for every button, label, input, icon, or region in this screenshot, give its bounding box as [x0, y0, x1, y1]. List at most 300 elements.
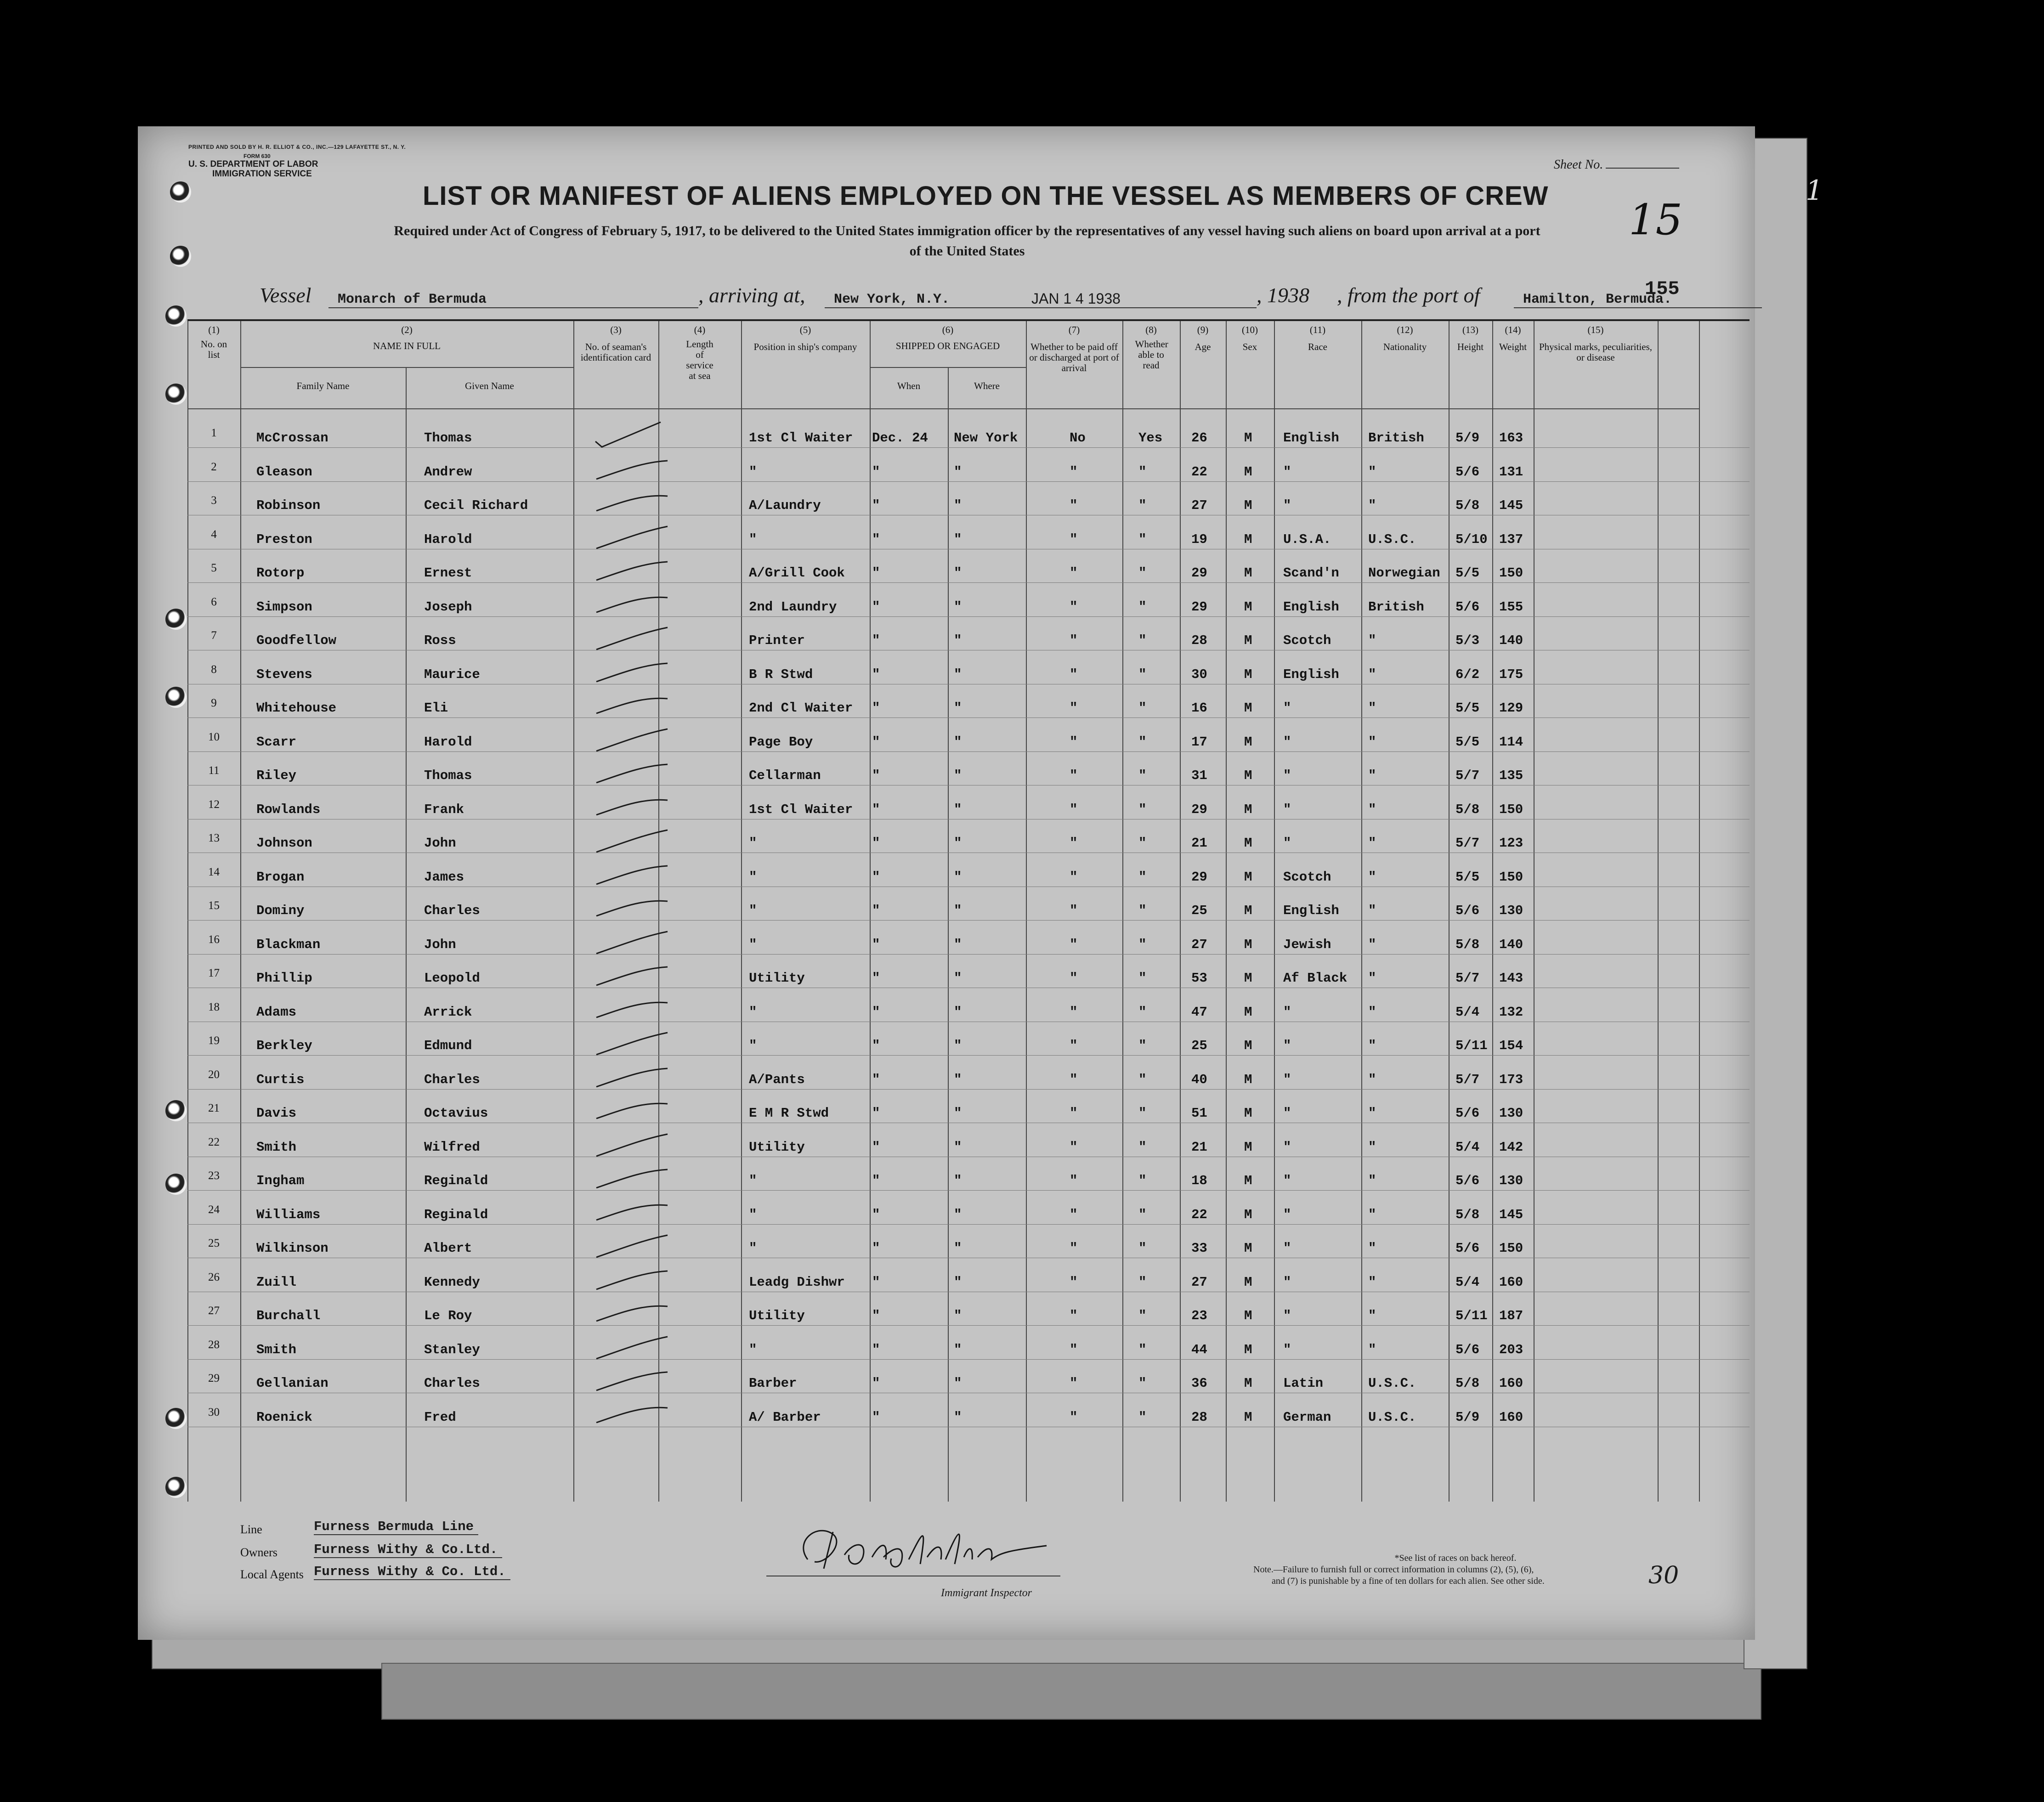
cell-height: 5/6 [1455, 903, 1480, 918]
cell-race: Scand'n [1283, 565, 1339, 581]
arrival-rule [825, 307, 1257, 308]
cell-position: " [749, 1038, 757, 1053]
crew-manifest-table [187, 319, 1750, 1502]
cell-given: Octavius [424, 1106, 488, 1121]
cell-nationality: " [1368, 1308, 1376, 1323]
cell-position: 1st Cl Waiter [749, 430, 853, 446]
cell-position: " [749, 1342, 757, 1357]
subheader-rule [870, 367, 1026, 368]
table-row [187, 1191, 1750, 1225]
cell-read: " [1138, 1139, 1147, 1155]
table-row [187, 988, 1750, 1022]
cell-sex: M [1244, 802, 1252, 817]
cell-height: 5/8 [1455, 937, 1480, 952]
subheader-rule [240, 367, 573, 368]
cell-race: " [1283, 1106, 1291, 1121]
cell-no: 24 [208, 1203, 220, 1216]
cell-sex: M [1244, 1274, 1252, 1290]
cell-family: Johnson [256, 836, 312, 851]
cell-family: Zuill [256, 1274, 297, 1290]
cell-nationality: " [1368, 836, 1376, 851]
cell-weight: 137 [1499, 531, 1523, 547]
table-row [187, 1056, 1750, 1090]
cell-family: Williams [256, 1207, 321, 1222]
cell-no: 12 [208, 798, 220, 811]
cell-read: " [1138, 700, 1147, 716]
cell-when: " [872, 1409, 880, 1425]
cell-no: 10 [208, 730, 220, 743]
table-row [187, 1157, 1750, 1191]
cell-no: 19 [208, 1034, 220, 1047]
cell-read: " [1138, 599, 1147, 615]
cell-read: " [1138, 1038, 1147, 1053]
cell-when: " [872, 1004, 880, 1020]
cell-nationality: " [1368, 1241, 1376, 1256]
department-name: U. S. DEPARTMENT OF LABOR [188, 159, 318, 169]
cell-given: James [424, 869, 464, 885]
handwritten-mark: 15 [1629, 195, 1683, 244]
cell-age: 27 [1191, 1274, 1207, 1290]
cell-race: U.S.A. [1283, 531, 1331, 547]
cell-weight: 132 [1499, 1004, 1523, 1020]
cell-nationality: " [1368, 633, 1376, 648]
cell-family: Davis [256, 1106, 297, 1121]
form-number: FORM 630 [243, 153, 271, 159]
cell-family: Simpson [256, 599, 312, 615]
table-row [187, 583, 1750, 617]
column-label: NAME IN FULL [373, 340, 441, 351]
cell-nationality: " [1368, 667, 1376, 682]
cell-when: " [872, 565, 880, 581]
cell-when: " [872, 1376, 880, 1391]
table-row [187, 515, 1750, 549]
cell-weight: 163 [1499, 430, 1523, 446]
cell-where: " [954, 498, 962, 513]
cell-race: " [1283, 1173, 1291, 1188]
table-row [187, 481, 1750, 515]
vessel-line [260, 282, 1762, 310]
cell-where: " [954, 971, 962, 986]
cell-when: " [872, 937, 880, 952]
cell-given: Albert [424, 1241, 472, 1256]
cell-height: 5/6 [1455, 1342, 1480, 1357]
cell-no: 5 [211, 562, 217, 574]
cell-weight: 130 [1499, 903, 1523, 918]
cell-family: Burchall [256, 1308, 321, 1323]
cell-when: " [872, 1139, 880, 1155]
cell-given: Ernest [424, 565, 472, 581]
cell-family: Rowlands [256, 802, 321, 817]
cell-sex: M [1244, 1004, 1252, 1020]
column-label: Whether to be paid off or discharged at port of arrival [1029, 341, 1119, 373]
cell-weight: 131 [1499, 464, 1523, 480]
cell-where: " [954, 1241, 962, 1256]
cell-given: Edmund [424, 1038, 472, 1053]
punch-hole [165, 687, 187, 708]
column-number: (1) [208, 324, 220, 335]
cell-where: " [954, 869, 962, 885]
footnote [1235, 1553, 1676, 1587]
cell-nationality: " [1368, 971, 1376, 986]
cell-race: " [1283, 1004, 1291, 1020]
cell-family: Rotorp [256, 565, 305, 581]
cell-paid: " [1070, 667, 1078, 682]
cell-no: 2 [211, 460, 217, 473]
penalty-note-1: Note.—Failure to furnish full or correct information in columns (2), (5), (6), [1253, 1565, 1534, 1575]
cell-weight: 114 [1499, 734, 1523, 750]
cell-age: 51 [1191, 1106, 1207, 1121]
cell-given: Arrick [424, 1004, 472, 1020]
cell-nationality: " [1368, 903, 1376, 918]
footer [187, 1509, 1750, 1628]
cell-given: John [424, 836, 456, 851]
cell-position: " [749, 869, 757, 885]
cell-no: 1 [211, 427, 217, 439]
column-header [1361, 325, 1449, 352]
cell-given: Kennedy [424, 1274, 480, 1290]
line-label: Line [240, 1523, 262, 1536]
cell-read: " [1138, 1376, 1147, 1391]
punch-hole [165, 1477, 187, 1498]
cell-weight: 140 [1499, 937, 1523, 952]
cell-read: " [1138, 464, 1147, 480]
cell-height: 5/5 [1455, 565, 1480, 581]
cell-race: " [1283, 802, 1291, 817]
cell-race: " [1283, 1038, 1291, 1053]
cell-height: 5/11 [1455, 1308, 1488, 1323]
vessel-rule [328, 307, 698, 308]
cell-sex: M [1244, 599, 1252, 615]
table-row [187, 1393, 1750, 1427]
cell-position: A/Laundry [749, 498, 821, 513]
cell-read: " [1138, 734, 1147, 750]
cell-race: English [1283, 667, 1339, 682]
cell-paid: " [1070, 599, 1078, 615]
cell-sex: M [1244, 531, 1252, 547]
cell-when: " [872, 768, 880, 783]
cell-age: 44 [1191, 1342, 1207, 1357]
cell-race: Latin [1283, 1376, 1324, 1391]
cell-read: " [1138, 869, 1147, 885]
cell-position: A/Pants [749, 1072, 805, 1087]
cell-when: " [872, 700, 880, 716]
cell-paid: " [1070, 1106, 1078, 1121]
table-row [187, 1123, 1750, 1157]
cell-read: " [1138, 633, 1147, 648]
cell-no: 9 [211, 697, 217, 709]
cell-no: 26 [208, 1271, 220, 1283]
cell-race: English [1283, 903, 1339, 918]
column-header [1180, 325, 1226, 352]
cell-when: " [872, 1038, 880, 1053]
cell-family: Stevens [256, 667, 312, 682]
cell-nationality: " [1368, 1106, 1376, 1121]
cell-nationality: " [1368, 700, 1376, 716]
cell-family: Roenick [256, 1409, 312, 1425]
handwritten-count: 30 [1648, 1562, 1679, 1589]
cell-position: A/Grill Cook [749, 565, 845, 581]
cell-paid: " [1070, 1241, 1078, 1256]
cell-position: A/ Barber [749, 1409, 821, 1425]
cell-read: " [1138, 498, 1147, 513]
cell-no: 16 [208, 933, 220, 946]
page-title: LIST OR MANIFEST OF ALIENS EMPLOYED ON THE VESSEL AS MEMBERS OF CREW [423, 181, 1549, 211]
cell-height: 5/10 [1455, 531, 1488, 547]
column-label: Physical marks, peculiarities, or disease [1539, 341, 1653, 363]
column-number: (3) [610, 324, 622, 335]
arrival-port: New York, N.Y. [834, 292, 950, 307]
year-text: , 1938 [1257, 283, 1309, 307]
cell-given: Charles [424, 1376, 480, 1391]
cell-weight: 145 [1499, 498, 1523, 513]
cell-height: 5/7 [1455, 768, 1480, 783]
column-number: (11) [1309, 324, 1326, 335]
cell-race: " [1283, 464, 1291, 480]
cell-given: Charles [424, 903, 480, 918]
column-number: (7) [1068, 324, 1080, 335]
cell-given: Andrew [424, 464, 472, 480]
cell-read: " [1138, 1207, 1147, 1222]
cell-given: Charles [424, 1072, 480, 1087]
cell-nationality: U.S.C. [1368, 1409, 1416, 1425]
column-header [1492, 325, 1534, 352]
column-number: (12) [1397, 324, 1413, 335]
cell-no: 18 [208, 1000, 220, 1013]
cell-age: 29 [1191, 599, 1207, 615]
cell-position: " [749, 836, 757, 851]
cell-sex: M [1244, 1207, 1252, 1222]
cell-when: " [872, 971, 880, 986]
column-number: (4) [694, 324, 706, 335]
cell-nationality: British [1368, 599, 1424, 615]
cell-read: " [1138, 667, 1147, 682]
cell-position: Utility [749, 1139, 805, 1155]
cell-position: Cellarman [749, 768, 821, 783]
cell-where: " [954, 565, 962, 581]
cell-no: 23 [208, 1169, 220, 1182]
cell-position: Barber [749, 1376, 797, 1391]
cell-sex: M [1244, 1038, 1252, 1053]
cell-paid: " [1070, 531, 1078, 547]
cell-age: 29 [1191, 802, 1207, 817]
cell-height: 5/3 [1455, 633, 1480, 648]
cell-height: 5/8 [1455, 1376, 1480, 1391]
cell-sex: M [1244, 937, 1252, 952]
cell-race: Scotch [1283, 633, 1331, 648]
cell-nationality: " [1368, 464, 1376, 480]
agents-value: Furness Withy & Co. Ltd. [314, 1564, 510, 1580]
page-number: 155 [1645, 278, 1680, 300]
cell-height: 6/2 [1455, 667, 1480, 682]
cell-position: B R Stwd [749, 667, 813, 682]
cell-weight: 142 [1499, 1139, 1523, 1155]
cell-where: " [954, 700, 962, 716]
cell-read: " [1138, 1072, 1147, 1087]
cell-position: " [749, 937, 757, 952]
corner-mark-text: 1 [1806, 175, 1823, 207]
cell-paid: " [1070, 836, 1078, 851]
cell-read: " [1138, 971, 1147, 986]
cell-where: " [954, 1173, 962, 1188]
cell-family: Riley [256, 768, 297, 783]
cell-nationality: " [1368, 937, 1376, 952]
column-label: No. on list [200, 339, 227, 360]
column-label: Weight [1499, 341, 1527, 352]
column-number: (2) [401, 324, 413, 335]
table-row [187, 616, 1750, 650]
cell-family: Preston [256, 531, 312, 547]
cell-where: " [954, 599, 962, 615]
punch-hole [165, 305, 187, 327]
table-row [187, 549, 1750, 583]
column-header [1026, 325, 1122, 373]
cell-height: 5/6 [1455, 1173, 1480, 1188]
printer-imprint: PRINTED AND SOLD BY H. R. ELLIOT & CO., INC.—129 LAFAYETTE ST., N. Y. [188, 144, 406, 150]
column-subheader: Family Name [296, 380, 350, 391]
table-row [187, 1258, 1750, 1292]
punch-hole [165, 1174, 187, 1195]
cell-age: 31 [1191, 768, 1207, 783]
cell-read: Yes [1138, 430, 1163, 446]
cell-height: 5/9 [1455, 1409, 1480, 1425]
sheet-edge-lower [381, 1663, 1761, 1720]
cell-no: 11 [208, 764, 220, 777]
cell-age: 25 [1191, 1038, 1207, 1053]
cell-sex: M [1244, 836, 1252, 851]
cell-family: Robinson [256, 498, 321, 513]
inspector-signature [789, 1514, 1056, 1580]
sheet-number-blank [1606, 168, 1679, 169]
cell-family: Ingham [256, 1173, 305, 1188]
cell-nationality: " [1368, 802, 1376, 817]
cell-no: 30 [208, 1406, 220, 1418]
manifest-page [138, 126, 1755, 1640]
column-header [1122, 325, 1180, 371]
cell-paid: " [1070, 869, 1078, 885]
cell-position: Utility [749, 1308, 805, 1323]
cell-position: Utility [749, 971, 805, 986]
column-label: Position in ship's company [753, 341, 857, 352]
cell-no: 25 [208, 1237, 220, 1249]
cell-read: " [1138, 836, 1147, 851]
cell-when: " [872, 667, 880, 682]
cell-given: Reginald [424, 1173, 488, 1188]
cell-position: " [749, 903, 757, 918]
cell-where: " [954, 531, 962, 547]
cell-no: 22 [208, 1135, 220, 1148]
column-label: Whether able to read [1135, 339, 1168, 371]
cell-weight: 130 [1499, 1106, 1523, 1121]
cell-race: " [1283, 734, 1291, 750]
cell-sex: M [1244, 971, 1252, 986]
cell-height: 5/4 [1455, 1139, 1480, 1155]
cell-race: " [1283, 1274, 1291, 1290]
cell-read: " [1138, 1241, 1147, 1256]
cell-sex: M [1244, 1342, 1252, 1357]
cell-no: 27 [208, 1305, 220, 1317]
service-name: IMMIGRATION SERVICE [212, 169, 312, 179]
cell-paid: " [1070, 1072, 1078, 1087]
cell-age: 18 [1191, 1173, 1207, 1188]
column-header [573, 325, 658, 363]
cell-paid: " [1070, 1308, 1078, 1323]
cell-height: 5/6 [1455, 464, 1480, 480]
cell-given: Leopold [424, 971, 480, 986]
cell-given: Thomas [424, 430, 472, 446]
cell-sex: M [1244, 464, 1252, 480]
cell-race: " [1283, 1072, 1291, 1087]
cell-when: " [872, 1274, 880, 1290]
cell-when: " [872, 1173, 880, 1188]
column-header [187, 325, 240, 360]
cell-race: Jewish [1283, 937, 1331, 952]
punch-hole [170, 246, 191, 267]
cell-height: 5/7 [1455, 836, 1480, 851]
cell-read: " [1138, 1308, 1147, 1323]
cell-when: " [872, 633, 880, 648]
cell-where: " [954, 1376, 962, 1391]
table-row [187, 718, 1750, 752]
cell-height: 5/8 [1455, 1207, 1480, 1222]
sheet-number [1554, 158, 1679, 172]
cell-read: " [1138, 937, 1147, 952]
owners-value: Furness Withy & Co.Ltd. [314, 1542, 502, 1558]
cell-paid: " [1070, 1342, 1078, 1357]
cell-given: Harold [424, 531, 472, 547]
cell-position: 2nd Laundry [749, 599, 837, 615]
cell-nationality: " [1368, 1173, 1376, 1188]
cell-age: 40 [1191, 1072, 1207, 1087]
cell-read: " [1138, 1274, 1147, 1290]
cell-where: " [954, 802, 962, 817]
cell-when: " [872, 498, 880, 513]
cell-no: 4 [211, 528, 217, 541]
departure-rule [1514, 307, 1762, 308]
cell-height: 5/7 [1455, 971, 1480, 986]
cell-race: " [1283, 1308, 1291, 1323]
cell-where: " [954, 768, 962, 783]
cell-no: 21 [208, 1102, 220, 1114]
cell-family: Gleason [256, 464, 312, 480]
inspector-label: Immigrant Inspector [941, 1587, 1032, 1599]
cell-no: 8 [211, 663, 217, 676]
cell-sex: M [1244, 1376, 1252, 1391]
column-label: No. of seaman's identification card [580, 341, 651, 363]
corner-mark [1806, 175, 1842, 230]
cell-where: " [954, 1106, 962, 1121]
column-header [741, 325, 870, 352]
cell-weight: 130 [1499, 1173, 1523, 1188]
cell-weight: 150 [1499, 869, 1523, 885]
cell-sex: M [1244, 1139, 1252, 1155]
cell-race: Scotch [1283, 869, 1331, 885]
cell-position: 2nd Cl Waiter [749, 700, 853, 716]
cell-no: 14 [208, 865, 220, 878]
column-label: Nationality [1383, 341, 1427, 352]
cell-nationality: British [1368, 430, 1424, 446]
cell-where: " [954, 903, 962, 918]
column-header [658, 325, 741, 381]
cell-weight: 145 [1499, 1207, 1523, 1222]
cell-where: " [954, 667, 962, 682]
owners-label: Owners [240, 1546, 277, 1559]
cell-family: Whitehouse [256, 700, 337, 716]
cell-nationality: " [1368, 1004, 1376, 1020]
column-number: (14) [1505, 324, 1521, 335]
cell-family: Scarr [256, 734, 297, 750]
cell-weight: 175 [1499, 667, 1523, 682]
column-label: Age [1195, 341, 1211, 352]
